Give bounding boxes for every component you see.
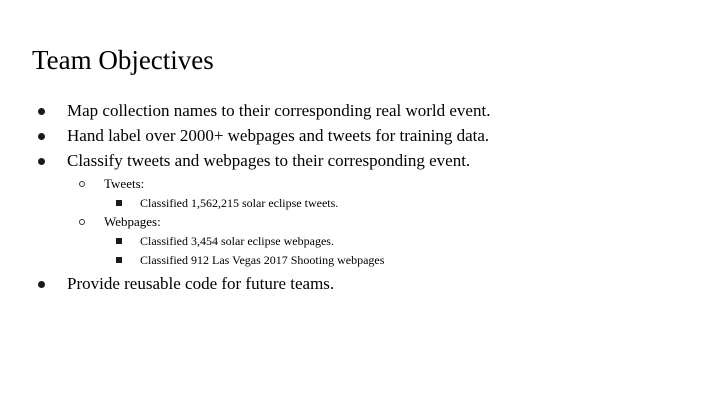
bullet-dot-icon xyxy=(38,281,45,288)
bullet-text: Map collection names to their corresponding real world event. xyxy=(67,101,491,120)
sub-bullet-text: Tweets: xyxy=(104,176,145,191)
bullet-dot-icon xyxy=(38,133,45,140)
bullet-dot-icon xyxy=(38,108,45,115)
sub-bullet-item xyxy=(0,175,720,193)
square-bullet-icon xyxy=(116,257,122,263)
slide-title: Team Objectives xyxy=(32,45,214,75)
sub-bullet-item xyxy=(0,213,720,231)
sub-sub-bullet-item xyxy=(0,251,720,269)
bullet-item xyxy=(0,273,720,295)
sub-sub-bullet-text: Classified 912 Las Vegas 2017 Shooting webpages xyxy=(140,253,385,267)
bullet-text: Hand label over 2000+ webpages and tweets for training data. xyxy=(67,126,490,145)
bullet-item xyxy=(0,150,720,172)
hollow-circle-icon xyxy=(79,181,85,187)
bullet-dot-icon xyxy=(38,158,45,165)
square-bullet-icon xyxy=(116,200,122,206)
hollow-circle-icon xyxy=(79,219,85,225)
sub-sub-bullet-text: Classified 1,562,215 solar eclipse tweets. xyxy=(140,196,339,210)
sub-bullet-text: Webpages: xyxy=(104,214,161,229)
sub-sub-bullet-item xyxy=(0,232,720,250)
square-bullet-icon xyxy=(116,238,122,244)
bullet-item xyxy=(0,125,720,147)
bullet-text: Classify tweets and webpages to their corresponding event. xyxy=(67,151,471,170)
bullet-item xyxy=(0,100,720,122)
bullet-text: Provide reusable code for future teams. xyxy=(67,274,335,293)
sub-sub-bullet-text: Classified 3,454 solar eclipse webpages. xyxy=(140,234,334,248)
sub-sub-bullet-item xyxy=(0,194,720,212)
